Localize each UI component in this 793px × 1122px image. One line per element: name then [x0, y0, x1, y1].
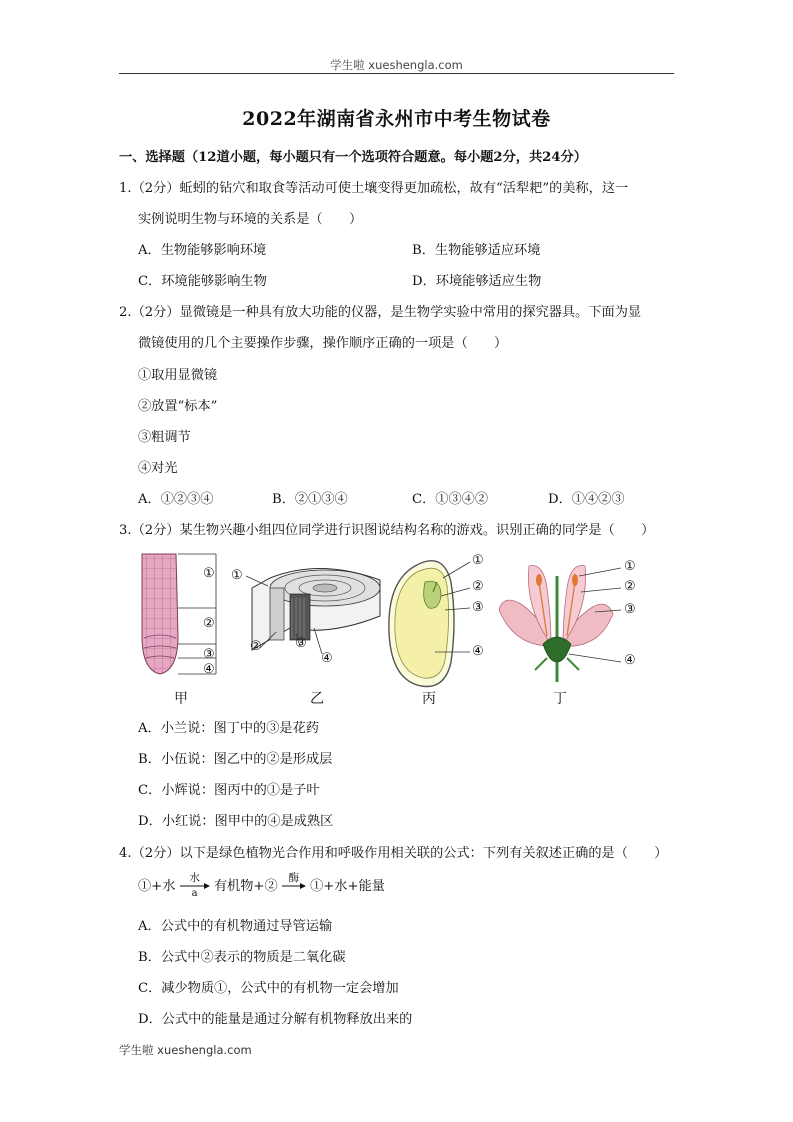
q4-option-c: C．减少物质①，公式中的有机物一定会增加 — [138, 981, 399, 996]
q1-option-b: B．生物能够适应环境 — [412, 243, 541, 258]
q3-option-d: D．小红说：图甲中的④是成熟区 — [138, 814, 334, 829]
bing-marker-3: ③ — [472, 600, 484, 615]
yi-marker-1: ① — [231, 568, 243, 583]
q4-stem-line1: 4.（2分）以下是绿色植物光合作用和呼吸作用相关联的公式：下列有关叙述正确的是（ ） — [119, 846, 668, 861]
q2-step-1: ①取用显微镜 — [138, 368, 218, 383]
header-divider — [119, 73, 674, 74]
ding-marker-1: ① — [624, 559, 636, 574]
q2-option-b: B．②①③④ — [272, 492, 348, 507]
jia-marker-4: ④ — [203, 662, 215, 677]
figure-yi-stem-section — [230, 558, 390, 673]
q3-figures — [130, 548, 675, 708]
q4-option-d: D．公式中的能量是通过分解有机物释放出来的 — [138, 1012, 413, 1027]
jia-marker-1: ① — [203, 566, 215, 581]
q2-stem-line1: 2.（2分）显微镜是一种具有放大功能的仪器，是生物学实验中常用的探究器具。下面为显 — [119, 305, 642, 320]
arrow1-bottom-label: a — [191, 887, 198, 899]
reaction-arrow-2 — [282, 871, 306, 895]
q2-step-2: ②放置“标本” — [138, 399, 218, 414]
figure-label-ding: 丁 — [553, 691, 567, 707]
jia-marker-3: ③ — [203, 647, 215, 662]
section-heading: 一、选择题（12道小题，每小题只有一个选项符合题意。每小题2分，共24分） — [119, 150, 587, 165]
q2-option-a: A．①②③④ — [138, 492, 214, 507]
figure-label-jia: 甲 — [174, 691, 188, 707]
q2-option-d: D．①④②③ — [548, 492, 625, 507]
q1-option-d: D．环境能够适应生物 — [412, 274, 542, 289]
q2-stem-line2: 微镜使用的几个主要操作步骤，操作顺序正确的一项是（ ） — [138, 336, 508, 351]
q1-option-c: C．环境能够影响生物 — [138, 274, 267, 289]
exam-title: 2022年湖南省永州市中考生物试卷 — [242, 108, 551, 130]
formula-left: ①+水 — [138, 879, 176, 894]
ding-marker-2: ② — [624, 579, 636, 594]
yi-marker-4: ④ — [321, 651, 333, 666]
q4-option-a: A．公式中的有机物通过导管运输 — [138, 919, 333, 934]
q3-stem-line1: 3.（2分）某生物兴趣小组四位同学进行识图说结构名称的游戏。识别正确的同学是（ ） — [119, 523, 655, 538]
jia-marker-2: ② — [203, 616, 215, 631]
q3-option-c: C．小辉说：图丙中的①是子叶 — [138, 783, 320, 798]
q2-option-c: C．①③④② — [412, 492, 489, 507]
formula-right: ①+水+能量 — [310, 879, 385, 894]
page-footer: 学生啦 xueshengla.com — [119, 1043, 252, 1057]
yi-marker-3: ③ — [295, 636, 307, 651]
ding-marker-3: ③ — [624, 602, 636, 617]
figure-bing-seed — [385, 552, 495, 692]
q4-formula — [138, 871, 385, 899]
figure-jia-root-tip — [130, 548, 230, 683]
ding-marker-4: ④ — [624, 653, 636, 668]
q3-option-b: B．小伍说：图乙中的②是形成层 — [138, 752, 333, 767]
figure-label-bing: 丙 — [422, 691, 436, 707]
q3-option-a: A．小兰说：图丁中的③是花药 — [138, 721, 319, 736]
q2-step-4: ④对光 — [138, 461, 178, 476]
figure-ding-flower — [495, 558, 630, 683]
figure-label-yi: 乙 — [310, 691, 324, 707]
q4-option-b: B．公式中②表示的物质是二氧化碳 — [138, 950, 346, 965]
bing-marker-2: ② — [472, 579, 484, 594]
bing-marker-1: ① — [472, 553, 484, 568]
q1-stem-line1: 1.（2分）蚯蚓的钻穴和取食等活动可使土壤变得更加疏松，故有“活犁耙”的美称，这一 — [119, 181, 629, 196]
bing-marker-4: ④ — [472, 644, 484, 659]
arrow1-top-label: 水 — [189, 871, 200, 884]
q2-step-3: ③粗调节 — [138, 430, 191, 445]
page-header: 学生啦 xueshengla.com — [330, 58, 463, 72]
formula-mid: 有机物+② — [213, 879, 278, 894]
reaction-arrow-1 — [180, 871, 210, 899]
q1-option-a: A．生物能够影响环境 — [138, 243, 267, 258]
yi-marker-2: ② — [250, 639, 262, 654]
arrow2-top-label: 酶 — [288, 871, 300, 884]
q1-stem-line2: 实例说明生物与环境的关系是（ ） — [138, 212, 363, 227]
